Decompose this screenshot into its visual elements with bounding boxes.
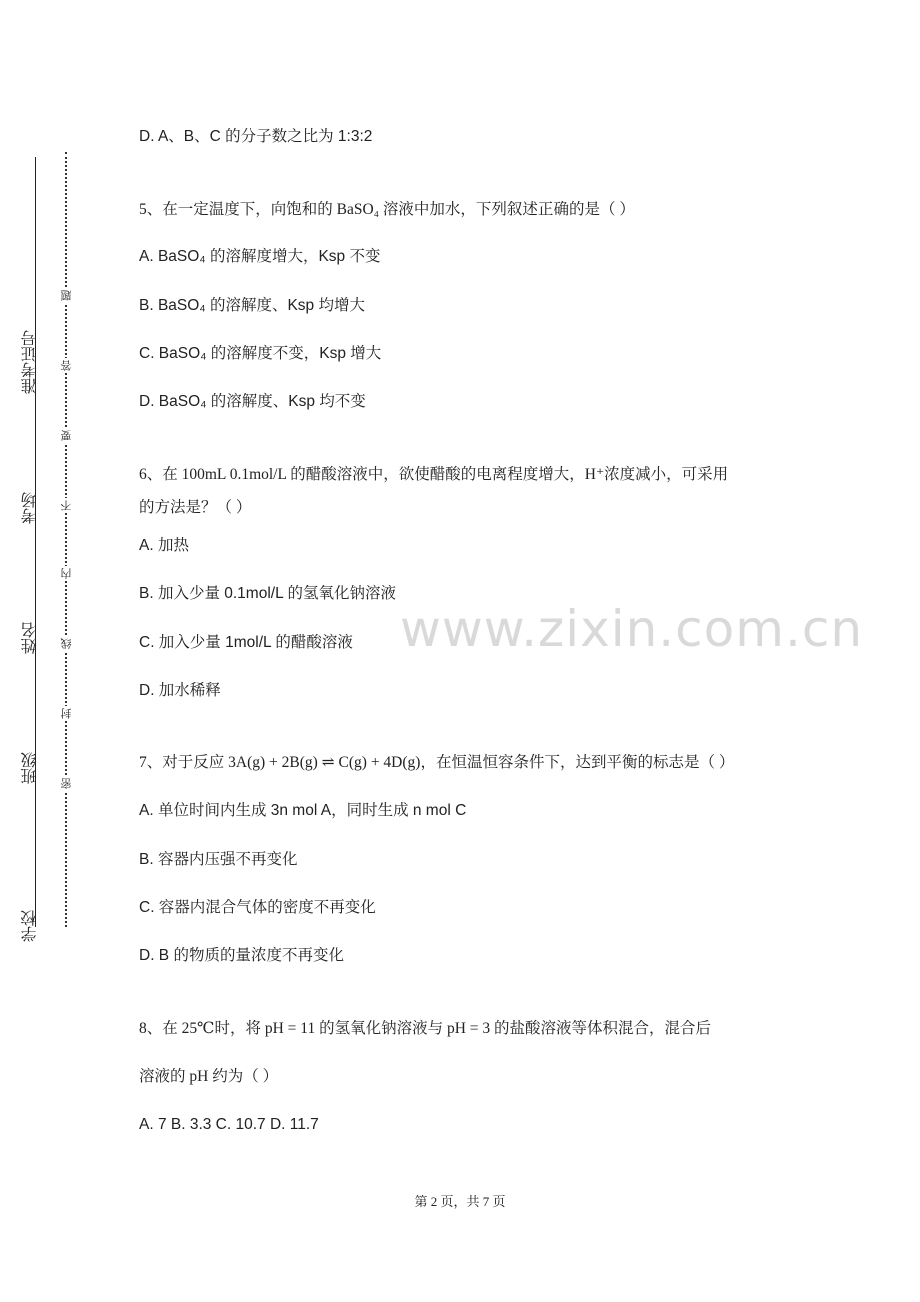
seal-char: 答 — [60, 360, 73, 371]
question-6-option-b: B. 加入少量 0.1mol/L 的氢氧化钠溶液 — [139, 585, 396, 602]
question-7-stem: 7、对于反应 3A(g) + 2B(g) ⇌ C(g) + 4D(g)，在恒温恒容条件下，达到平衡的标志是（ ） — [139, 754, 735, 771]
exam-room-label: 考场 — [20, 492, 39, 524]
binding-dotted-line — [65, 152, 67, 927]
question-7-option-c: C. 容器内混合气体的密度不再变化 — [139, 899, 376, 916]
binding-solid-line — [35, 157, 36, 927]
seal-char: 密 — [60, 778, 73, 789]
seal-char: 不 — [60, 500, 73, 511]
question-5-option-b: B. BaSO₄ 的溶解度、Ksp 均增大 — [139, 297, 365, 314]
question-6-stem-line-2: 的方法是？（ ） — [139, 499, 252, 516]
question-7-option-a: A. 单位时间内生成 3n mol A，同时生成 n mol C — [139, 802, 467, 819]
watermark: www.zixin.com.cn — [400, 600, 864, 658]
question-8-stem-line-1: 8、在 25℃时，将 pH = 11 的氢氧化钠溶液与 pH = 3 的盐酸溶液等体积混合，混合后 — [139, 1020, 712, 1037]
question-5-option-c: C. BaSO₄ 的溶解度不变，Ksp 增大 — [139, 345, 382, 362]
question-6-option-a: A. 加热 — [139, 537, 189, 554]
seal-char: 线 — [60, 638, 73, 649]
seal-char: 题 — [60, 290, 73, 301]
school-label: 学校 — [20, 910, 39, 942]
page-footer: 第 2 页，共 7 页 — [414, 1194, 506, 1209]
question-5-option-a: A. BaSO₄ 的溶解度增大，Ksp 不变 — [139, 248, 381, 265]
question-7-option-b: B. 容器内压强不再变化 — [139, 851, 298, 868]
question-4-option-d: D. A、B、C 的分子数之比为 1:3:2 — [139, 128, 373, 145]
question-6-option-d: D. 加水稀释 — [139, 682, 221, 699]
question-8-stem-line-2: 溶液的 pH 约为（ ） — [139, 1068, 279, 1085]
seal-char: 内 — [60, 568, 73, 579]
name-label: 姓名 — [20, 622, 39, 654]
question-7-option-d: D. B 的物质的量浓度不再变化 — [139, 947, 344, 964]
question-8-options: A. 7 B. 3.3 C. 10.7 D. 11.7 — [139, 1116, 319, 1133]
seal-char: 封 — [60, 708, 73, 719]
question-6-stem-line-1: 6、在 100mL 0.1mol/L 的醋酸溶液中，欲使醋酸的电离程度增大，H⁺浓度减小，可采用 — [139, 466, 729, 483]
seal-char: 要 — [60, 430, 73, 441]
question-6-option-c: C. 加入少量 1mol/L 的醋酸溶液 — [139, 634, 353, 651]
class-label: 班级 — [20, 752, 39, 784]
question-5-option-d: D. BaSO₄ 的溶解度、Ksp 均不变 — [139, 393, 366, 410]
question-5-stem: 5、在一定温度下，向饱和的 BaSO₄ 溶液中加水，下列叙述正确的是（ ） — [139, 201, 635, 218]
exam-id-label: 准考证号 — [20, 330, 39, 394]
